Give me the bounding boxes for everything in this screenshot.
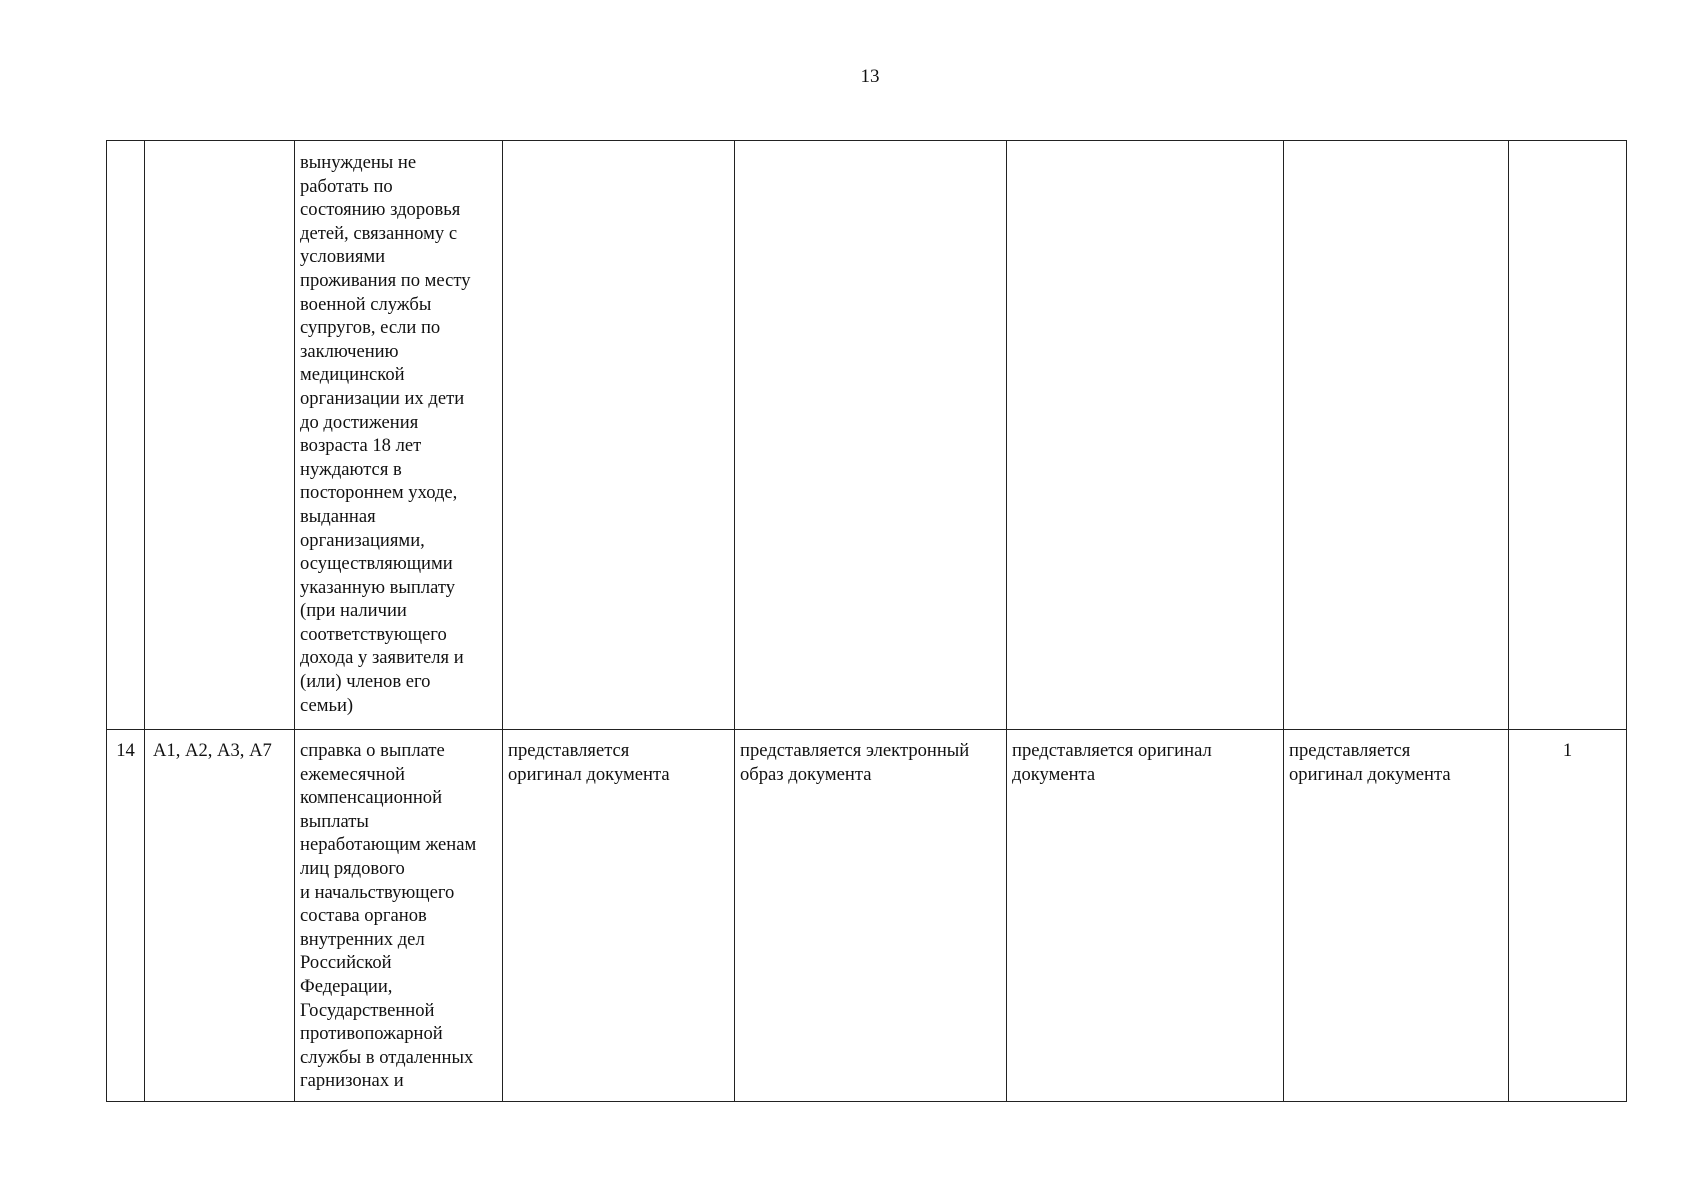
cell-original-submission: представляется оригинал документа bbox=[503, 730, 735, 1102]
cell-copies: 1 bbox=[1509, 730, 1627, 1102]
cell-electronic-submission: представляется электронный образ документа bbox=[735, 730, 1007, 1102]
cell-mfc-submission bbox=[1007, 141, 1284, 730]
cell-codes bbox=[145, 141, 295, 730]
page-number: 13 bbox=[860, 66, 880, 87]
cell-electronic-submission bbox=[735, 141, 1007, 730]
table-row-14 bbox=[107, 730, 1627, 1102]
cell-number: 14 bbox=[107, 730, 145, 1102]
cell-other-submission bbox=[1284, 141, 1509, 730]
cell-original-submission bbox=[503, 141, 735, 730]
cell-copies bbox=[1509, 141, 1627, 730]
cell-description: вынуждены не работать по состоянию здоровья детей, связанному с условиями проживания по месту военной службы супругов, если по заключению медицинской организации их дети до достижения возраста 18 лет нуждаются в постороннем уходе, выданная организациями, осуществляющими указанную выплату (при наличии соответствующего дохода у заявителя и (или) членов его семьи) bbox=[295, 141, 503, 730]
table-row-continuation bbox=[107, 141, 1627, 730]
documents-table bbox=[106, 140, 1627, 1102]
cell-mfc-submission: представляется оригинал документа bbox=[1007, 730, 1284, 1102]
cell-other-submission: представляется оригинал документа bbox=[1284, 730, 1509, 1102]
cell-number bbox=[107, 141, 145, 730]
cell-codes: А1, А2, А3, А7 bbox=[145, 730, 295, 1102]
cell-description: справка о выплате ежемесячной компенсационной выплаты неработающим женам лиц рядового и начальствующего состава органов внутренних дел Российской Федерации, Государственной противопожарной службы в отдаленных гарнизонах и bbox=[295, 730, 503, 1102]
